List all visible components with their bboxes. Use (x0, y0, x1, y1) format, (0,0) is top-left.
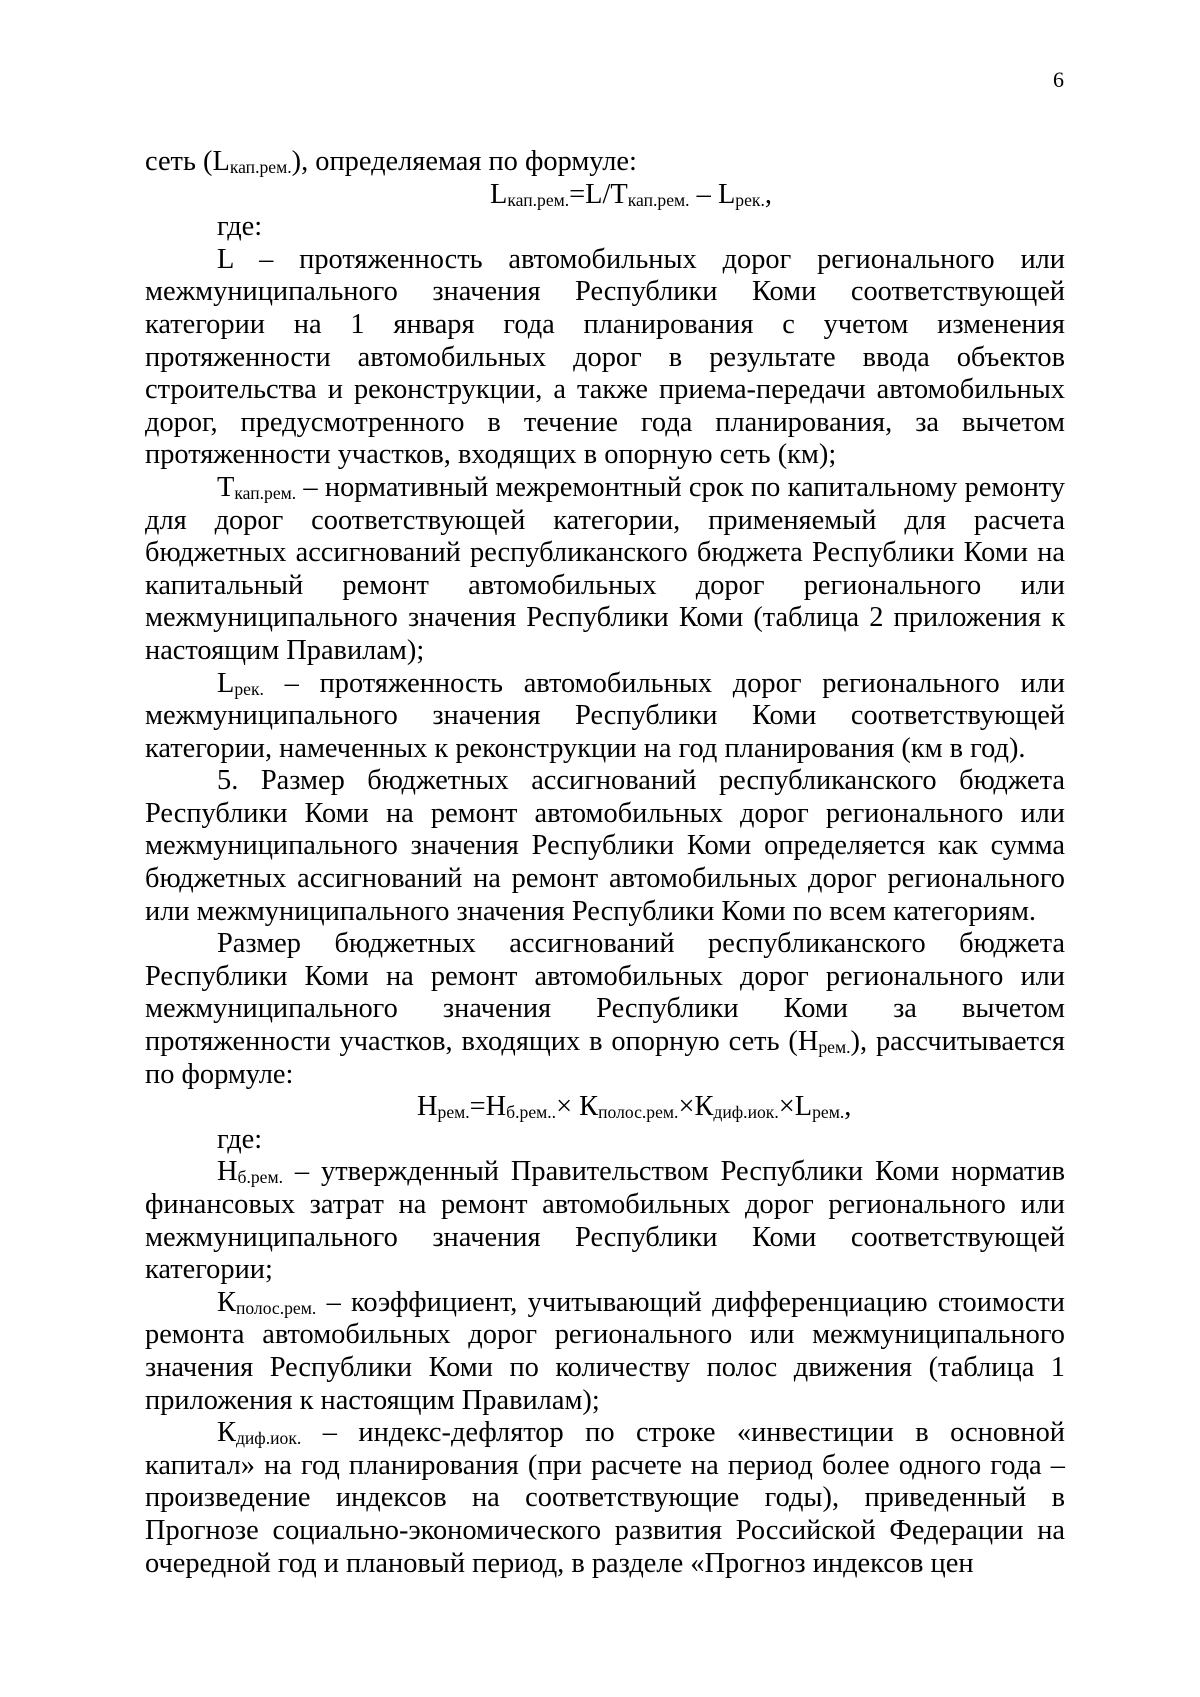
formula-repair-cost: $Н_{рем.}=Н_{б.рем..}\times К_{полос.рем.}\times К_{диф.иок.}\times L_{рем.}$, (417, 1091, 852, 1123)
paragraph-5: 5. Размер бюджетных ассигнований республиканского бюджета Республики Коми на ремонт автомобильных дорог регионального или межмуниципального значения Республики Коми определяется как сумма бюджетных ассигнований на ремонт автомобильных дорог регионального или межмуниципального значения Республики Коми по всем категориям. (145, 765, 1065, 927)
paragraph-intro: сеть $(L_{кап.рем.})$, определяемая по формуле: (145, 146, 637, 178)
definition-K-polos-rem: $К_{полос.рем.}$ – коэффициент, учитывающий дифференциацию стоимости ремонта автомобильных дорог регионального или межмуниципального значения Республики Коми по количеству полос движения (таблица 1 приложения к настоящим Правилам); (145, 1286, 1065, 1416)
definition-N-b-rem: $Н_{б.рем.}$ – утвержденный Правительством Республики Коми норматив финансовых затрат на ремонт автомобильных дорог регионального или межмуниципального значения Республики Коми соответствующей категории; (145, 1156, 1065, 1286)
where-label-2: где: (217, 1123, 263, 1155)
definition-L-rek: $L_{рек.}$ – протяженность автомобильных дорог регионального или межмуниципального значения Республики Коми соответствующей категории, намеченных к реконструкции на год планирования (км в год). (145, 667, 1065, 764)
definition-K-dif-iok: $К_{диф.иок.}$ – индекс-дефлятор по строке «инвестиции в основной капитал» на год планирования (при расчете на период более одного года – произведение индексов на соответствующие годы), приведенный в Прогнозе социально-экономического развития Российской Федерации на очередной год и плановый период, в разделе «Прогноз индексов цен (145, 1417, 1065, 1579)
definition-T-kap-rem: $T_{кап.рем.}$ – нормативный межремонтный срок по капитальному ремонту для дорог соответствующей категории, применяемый для расчета бюджетных ассигнований республиканского бюджета Республики Коми на капитальный ремонт автомобильных дорог регионального или межмуниципального значения Республики Коми (таблица 2 приложения к настоящим Правилам); (145, 471, 1065, 666)
paragraph-repair-size: Размер бюджетных ассигнований республиканского бюджета Республики Коми на ремонт автомобильных дорог регионального или межмуниципального значения Республики Коми за вычетом протяженности участков, входящих в опорную сеть $(Н_{рем.})$, рассчитывается по формуле: (145, 928, 1065, 1090)
page-number: 6 (1053, 67, 1064, 92)
formula-capital-repair-length: $L_{кап.рем.}=L/T_{кап.рем.} - L_{рек.}$, (490, 178, 772, 210)
where-label-1: где: (217, 211, 263, 243)
document-body (145, 146, 1065, 1580)
definition-L: L – протяженность автомобильных дорог регионального или межмуниципального значения Республики Коми соответствующей категории на 1 января года планирования с учетом изменения протяженности автомобильных дорог в результате ввода объектов строительства и реконструкции, а также приема-передачи автомобильных дорог, предусмотренного в течение года планирования, за вычетом протяженности участков, входящих в опорную сеть (км); (145, 243, 1065, 471)
